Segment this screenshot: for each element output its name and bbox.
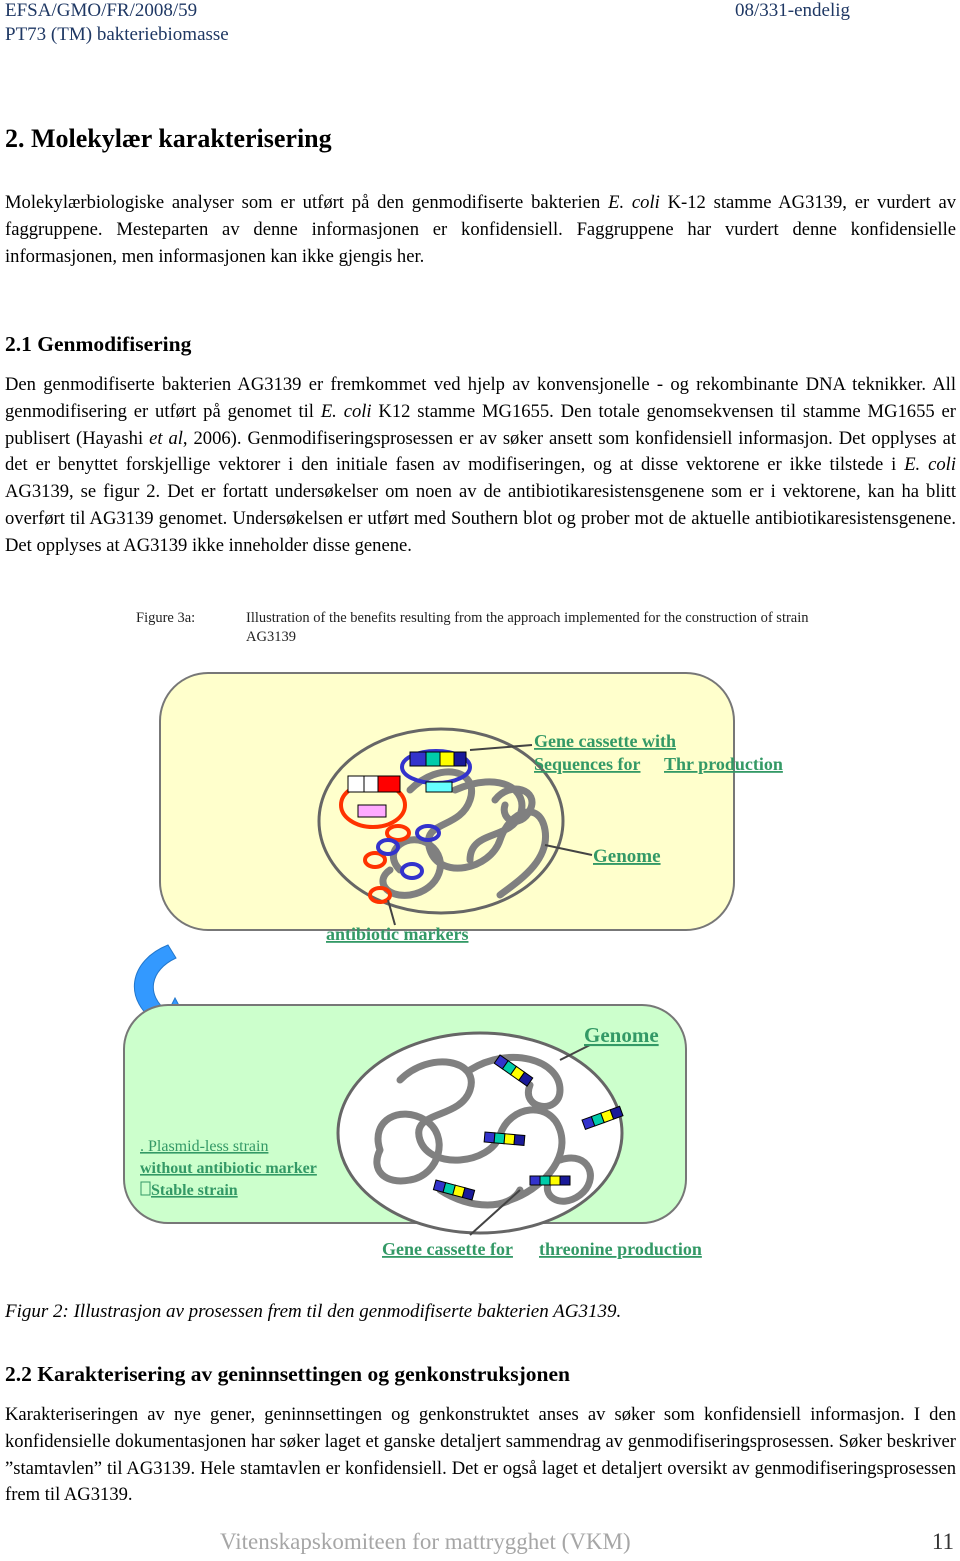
top-cell-panel <box>160 673 734 930</box>
plasmid-segment-white-1 <box>348 776 364 792</box>
figure-title-text: Illustration of the benefits resulting from the approach implemented for the construction of strain AG3139 <box>246 610 809 645</box>
cassette-seg-navy <box>454 752 466 766</box>
label-cassette-line2b: Thr production <box>664 754 783 774</box>
label-benefit-plasmidless: . Plasmid-less strain <box>140 1138 269 1155</box>
footer-organization: Vitenskapskomiteen for mattrygghet (VKM) <box>220 1529 631 1554</box>
label-benefit-stable: Stable strain <box>151 1182 238 1199</box>
figure-caption: Figur 2: Illustrasjon av prosessen frem til den genmodifiserte bakterien AG3139. <box>5 1301 622 1322</box>
figure-label: Figure 3a: <box>136 610 196 626</box>
header-doc-ref: EFSA/GMO/FR/2008/59 <box>5 0 198 21</box>
label-cassette-bottom-b: threonine production <box>539 1239 702 1259</box>
plasmid-segment-white-2 <box>364 776 378 792</box>
subsection-2-2-paragraph: Karakteriseringen av nye gener, geninnsettingen og genkonstruktet anses av søker som konfidensiell informasjon. I den konfidensielle dokumentasjonen har søker laget et ganske detaljert sammendrag av genmodifiseringsprosessen. Søker beskriver ”stamtavlen” til AG3139. Hele stamtavlen er konfidensiell. Det er også laget et detaljert oversikt av genmodifiseringsprosessen frem til AG3139. <box>5 1404 956 1506</box>
cassette-seg-cyan <box>426 782 452 792</box>
header-case-number: 08/331-endelig <box>735 0 851 21</box>
label-cassette-line1: Gene cassette with <box>534 731 676 751</box>
cassette-seg-teal <box>426 752 440 766</box>
subsection-2-2-title: 2.2 Karakterisering av geninnsettingen og genkonstruksjonen <box>5 1362 571 1386</box>
label-antibiotic-markers: antibiotic markers <box>326 924 469 944</box>
plasmid-segment-red <box>378 776 400 792</box>
label-cassette-bottom-a: Gene cassette for <box>382 1239 513 1259</box>
intro-paragraph: Molekylærbiologiske analyser som er utført på den genmodifiserte bakterien E. coli K-12 stamme AG3139, er vurdert av faggruppene. Mesteparten av denne informasjonen er konfidensiell. Faggruppene har vurdert denne konfidensielle informasjonen, men informasjonen kan ikke gjengis her. <box>5 192 957 267</box>
label-benefit-no-marker: without antibiotic marker <box>140 1160 317 1177</box>
header-subject: PT73 (TM) bakteriebiomasse <box>5 24 229 45</box>
cassette-seg-yellow <box>440 752 454 766</box>
section-title: 2. Molekylær karakterisering <box>5 124 332 153</box>
inserted-cassette-4 <box>530 1176 570 1185</box>
subsection-2-1-title: 2.1 Genmodifisering <box>5 332 192 356</box>
cassette-seg-blue <box>410 752 426 766</box>
page-number: 11 <box>931 1529 954 1554</box>
plasmid-segment-pink <box>358 805 386 817</box>
label-cassette-line2a: Sequences for <box>534 754 641 774</box>
label-genome-top: Genome <box>593 846 661 867</box>
subsection-2-1-paragraph: Den genmodifiserte bakterien AG3139 er fremkommet ved hjelp av konvensjonelle - og rekombinante DNA teknikker. All genmodifisering er utført på genomet til E. coli K12 stamme MG1655. Den totale genomsekvensen til stamme MG1655 er publisert (Hayashi et al, 2006). Genmodifiseringsprosessen er av søker ansett som konfidensiell informasjon. Det opplyses at det er benyttet forskjellige vektorer i den initiale fasen av modifiseringen, og at disse vektorene er ikke tilstede i E. coli AG3139, se figur 2. Det er fortatt undersøkelser om noen av de antibiotikaresistensgenene som er i vektorene, kan ha blitt overført til AG3139 genomet. Undersøkelsen er utført med Southern blot og prober mot de aktuelle antibiotikaresistensgenene. Det opplyses at AG3139 ikke inneholder disse genene. <box>5 374 956 556</box>
label-genome-bottom: Genome <box>584 1023 659 1047</box>
